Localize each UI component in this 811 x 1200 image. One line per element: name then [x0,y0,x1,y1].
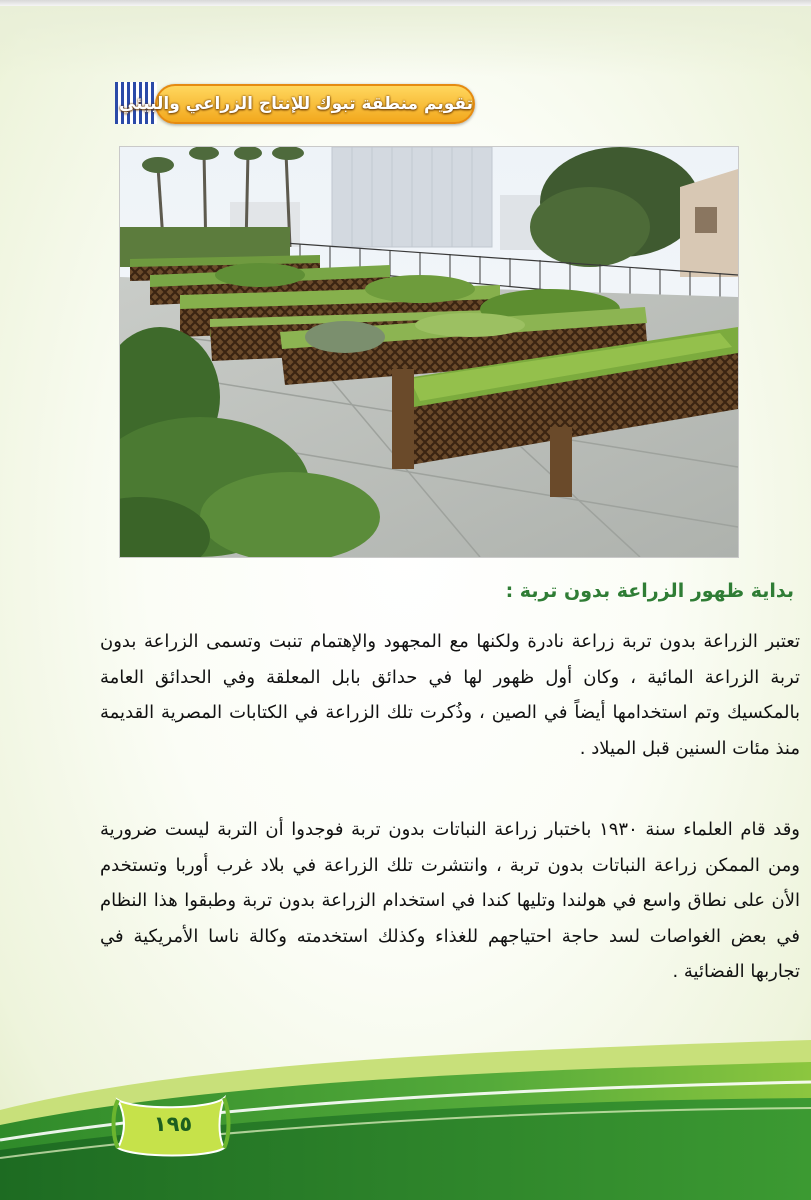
page-number: ١٩٥ [153,1112,193,1136]
garden-photo [120,147,738,557]
header-title: تقويم منطقة تبوك للإنتاج الزراعي والبيئي [155,84,475,124]
page-top-wash [0,6,811,76]
header-banner [115,82,473,124]
section-heading: بداية ظهور الزراعة بدون تربة : [505,580,794,602]
body-paragraph-2: وقد قام العلماء سنة ١٩٣٠ باختبار زراعة النباتات بدون تربة فوجدوا أن التربة ليست ضرورية ومن الممكن زراعة النباتات بدون تربة ، وانتشرت تلك الزراعة في بلاد غرب أوربا وتستخدم الأن على نطاق واسع في هولندا وتليها كندا في استخدام الزراعة بدون تربة وطبقوا هذا النظام في بعض الغواصات لسد حاجة احتياجهم للغذاء وكذلك استخدمته وكالة ناسا الأمريكية في تجاربها الفضائية . [100,819,800,982]
footer-wave-decoration [0,1040,811,1200]
body-paragraph-1: تعتبر الزراعة بدون تربة زراعة نادرة ولكنها مع المجهود والإهتمام تنبت وتسمى الزراعة بدون تربة الزراعة المائية ، وكان أول ظهور لها في حدائق بابل المعلقة وفي الحدائق العامة بالمكسيك وتم استخدامها أيضاً في الصين ، وذُكرت تلك الزراعة في الكتابات المصرية القديمة منذ مئات السنين قبل الميلاد . [100,631,800,759]
